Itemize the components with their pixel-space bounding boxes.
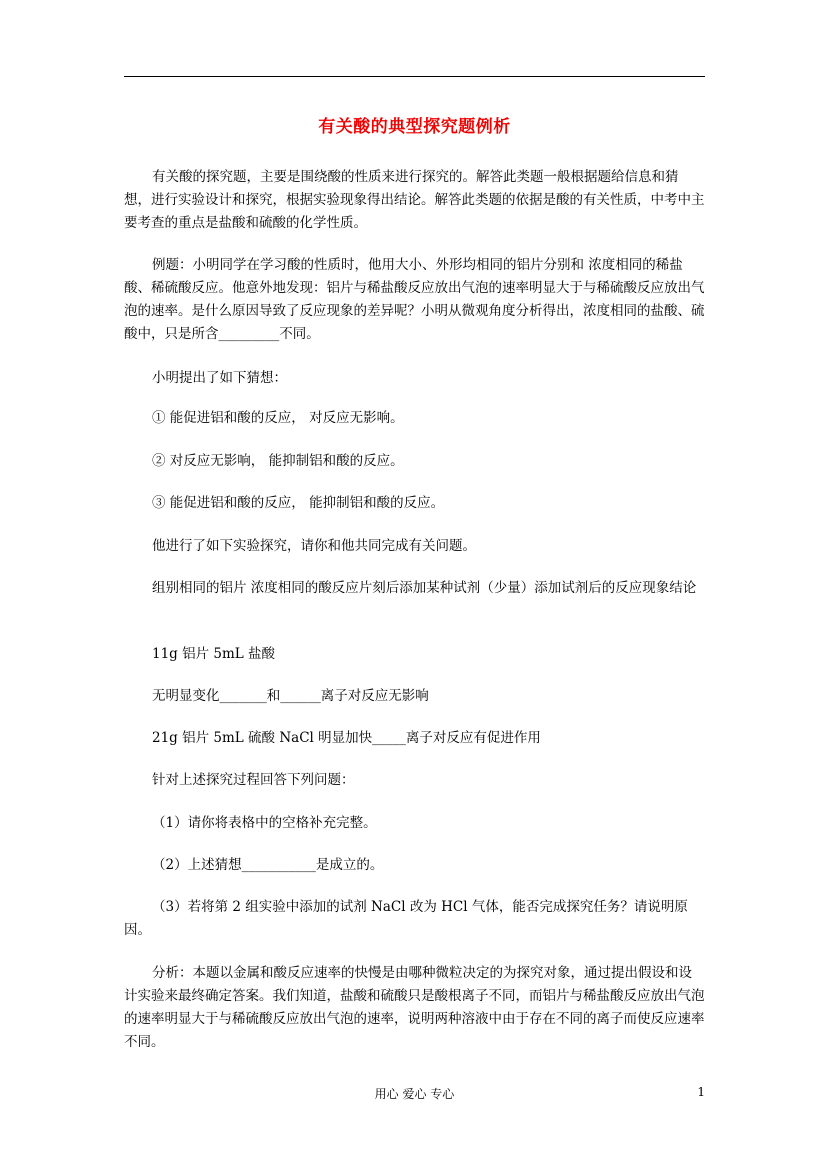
hypothesis-3: ③ 能促进铝和酸的反应， 能抑制铝和酸的反应。: [152, 495, 445, 511]
question-2: （2）上述猜想___________是成立的。: [152, 857, 384, 873]
table-row-1-result: 无明显变化_______和______离子对反应无影响: [152, 688, 429, 704]
questions-intro: 针对上述探究过程回答下列问题：: [152, 772, 355, 788]
hypothesis-intro: 小明提出了如下猜想：: [152, 370, 287, 386]
page-title: 有关酸的典型探究题例析: [318, 117, 511, 137]
footer-motto: 用心 爱心 专心: [374, 1087, 455, 1101]
example-paragraph: 例题：小明同学在学习酸的性质时，他用大小、外形均相同的铝片分别和 浓度相同的稀盐酸、稀硫酸反应。他意外地发现：铝片与稀盐酸反应放出气泡的速率明显大于与稀硫酸反应放出气泡的速率。是什么原因导致了反应现象的差异呢？小明从微观角度分析得出，浓度相同的盐酸、硫酸中，只是所含_________不同。: [124, 257, 705, 342]
header-rule: [124, 76, 705, 77]
question-3: （3）若将第 2 组实验中添加的试剂 NaCl 改为 HCl 气体，能否完成探究任务？请说明原因。: [124, 899, 688, 938]
table-row-2: 21g 铝片 5mL 硫酸 NaCl 明显加快_____离子对反应有促进作用: [152, 730, 541, 746]
analysis-paragraph: 分析：本题以金属和酸反应速率的快慢是由哪种微粒决定的为探究对象，通过提出假设和设计实验来最终确定答案。我们知道，盐酸和硫酸只是酸根离子不同，而铝片与稀盐酸反应放出气泡的速率明显大于与稀硫酸反应放出气泡的速率，说明两种溶液中由于存在不同的离子而使反应速率不同。: [124, 965, 705, 1050]
page-number: 1: [697, 1085, 705, 1099]
hypothesis-2: ② 对反应无影响， 能抑制铝和酸的反应。: [152, 453, 404, 469]
table-header-text: 组别相同的铝片 浓度相同的酸反应片刻后添加某种试剂（少量）添加试剂后的反应现象结论: [152, 580, 697, 596]
question-1: （1）请你将表格中的空格补充完整。: [152, 815, 377, 831]
experiment-intro: 他进行了如下实验探究，请你和他共同完成有关问题。: [152, 538, 476, 554]
table-row-1: 11g 铝片 5mL 盐酸: [152, 646, 276, 662]
intro-paragraph: 有关酸的探究题，主要是围绕酸的性质来进行探究的。解答此类题一般根据题给信息和猜想，进行实验设计和探究，根据实验现象得出结论。解答此类题的依据是酸的有关性质，中考中主要考查的重点是盐酸和硫酸的化学性质。: [124, 169, 705, 231]
hypothesis-1: ① 能促进铝和酸的反应， 对反应无影响。: [152, 410, 404, 426]
